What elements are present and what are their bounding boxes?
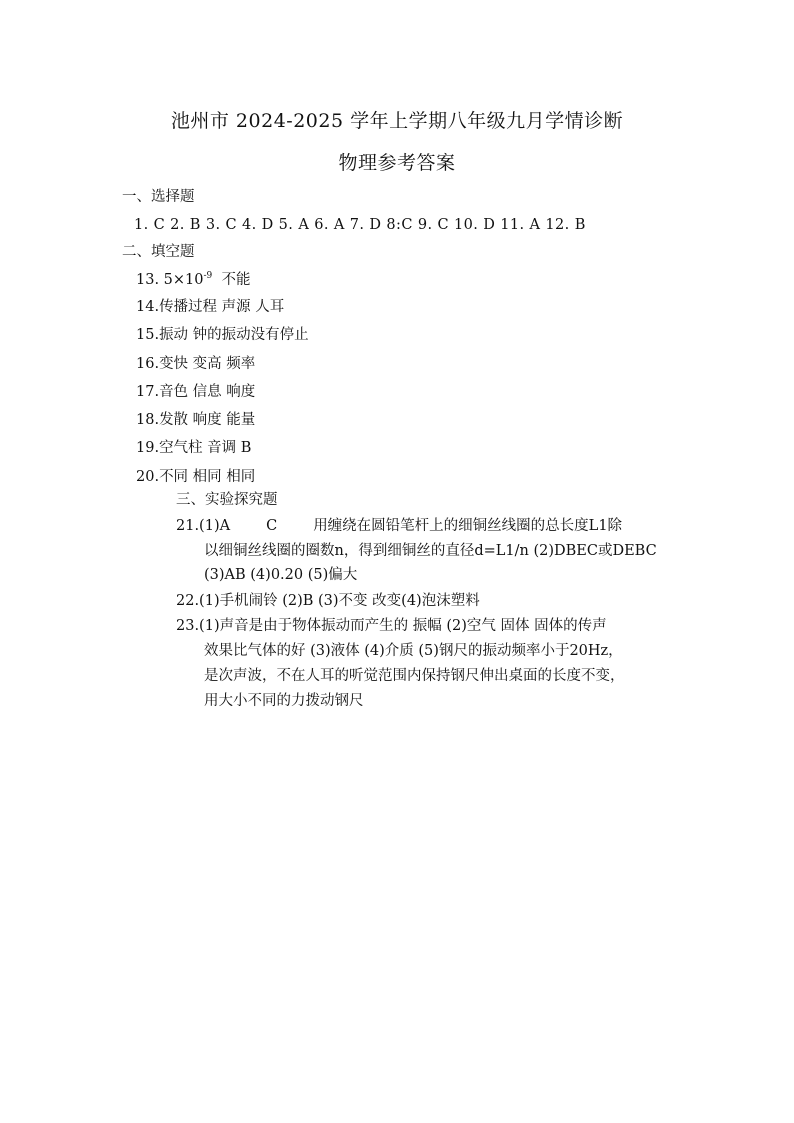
q21-part-c: 用缠绕在圆铅笔杆上的细铜丝线圈的总长度L1除 xyxy=(313,518,623,534)
fill-item-18 xyxy=(136,410,255,430)
fill-item-14 xyxy=(136,297,284,317)
item-number: 14. xyxy=(136,299,160,315)
page-title: 池州市 2024-2025 学年上学期八年级九月学情诊断 xyxy=(170,110,624,132)
item-number: 16. xyxy=(136,356,160,372)
item-number: 19. xyxy=(136,440,160,456)
item-number: 13. xyxy=(136,272,160,288)
item-number: 15. xyxy=(136,327,160,343)
item-number: 20. xyxy=(136,469,160,485)
q21-line-1 xyxy=(176,516,622,536)
q21-part-a: 21.(1)A xyxy=(176,518,231,534)
item-text: 不同 相同 相同 xyxy=(159,469,256,485)
exponent: -9 xyxy=(203,271,213,281)
item-text: 不能 xyxy=(212,272,251,288)
item-text: 音色 信息 响度 xyxy=(159,384,256,400)
section-heading-choice: 一、选择题 xyxy=(122,189,195,205)
q23-line-1: 23.(1)声音是由于物体振动而产生的 振幅 (2)空气 固体 固体的传声 xyxy=(176,618,607,634)
item-number: 18. xyxy=(136,412,160,428)
q21-line-3: (3)AB (4)0.20 (5)偏大 xyxy=(204,567,358,583)
q21-part-b: C xyxy=(266,518,278,534)
fill-item-20 xyxy=(136,467,255,487)
page-subtitle: 物理参考答案 xyxy=(338,152,456,174)
item-number: 17. xyxy=(136,384,160,400)
fill-item-13 xyxy=(136,270,251,290)
item-text: 5×10 xyxy=(159,272,204,288)
q21-line-2: 以细铜丝线圈的圈数n，得到细铜丝的直径d=L1/n (2)DBEC或DEBC xyxy=(204,543,657,559)
item-text: 空气柱 音调 B xyxy=(159,440,252,456)
fill-item-15 xyxy=(136,325,309,345)
fill-item-16 xyxy=(136,354,255,374)
item-text: 变快 变高 频率 xyxy=(159,356,256,372)
choice-answers: 1. C 2. B 3. C 4. D 5. A 6. A 7. D 8:C 9. C 10. D 11. A 12. B xyxy=(134,217,586,233)
item-text: 振动 钟的振动没有停止 xyxy=(159,327,309,343)
fill-item-17 xyxy=(136,382,255,402)
section-heading-experiment: 三、实验探究题 xyxy=(176,492,278,508)
item-text: 发散 响度 能量 xyxy=(159,412,256,428)
section-heading-fill: 二、填空题 xyxy=(122,244,195,260)
q22-line-1: 22.(1)手机闹铃 (2)B (3)不变 改变(4)泡沫塑料 xyxy=(176,593,480,609)
q23-line-4: 用大小不同的力拨动钢尺 xyxy=(204,693,364,709)
q23-line-3: 是次声波，不在人耳的听觉范围内保持钢尺伸出桌面的长度不变， xyxy=(204,668,625,684)
item-text: 传播过程 声源 人耳 xyxy=(159,299,285,315)
q23-line-2: 效果比气体的好 (3)液体 (4)介质 (5)钢尺的振动频率小于20Hz， xyxy=(204,643,623,659)
fill-item-19 xyxy=(136,438,251,458)
